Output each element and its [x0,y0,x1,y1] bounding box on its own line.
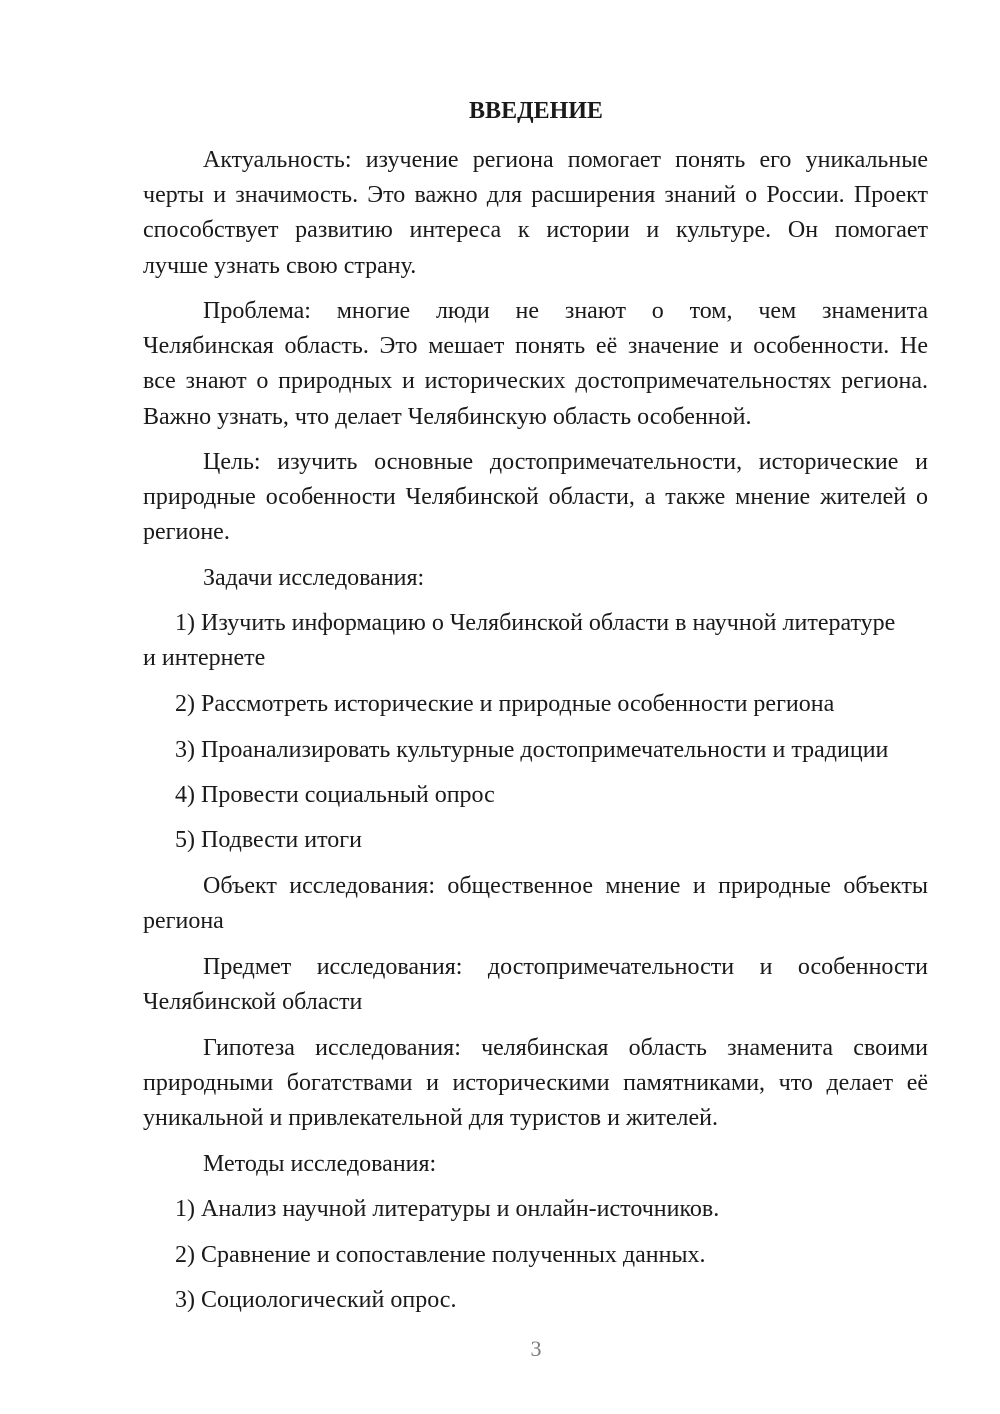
goal-line: Цель: изучить основные достопримечательности, исторические и [203,449,928,475]
task-item: 2) Рассмотреть исторические и природные особенности региона [175,691,835,717]
object-line: Объект исследования: общественное мнение и природные объекты [203,873,928,899]
tasks-heading: Задачи исследования: [203,565,425,591]
methods-heading: Методы исследования: [203,1151,437,1177]
task-item: и интернете [143,645,266,671]
page-number: 3 [530,1336,542,1361]
task-item: 5) Подвести итоги [175,827,362,853]
method-item: 1) Анализ научной литературы и онлайн-источников. [175,1196,720,1222]
problem-line: Проблема: многие люди не знают о том, чем знаменита [203,298,928,324]
subject-line: Предмет исследования: достопримечательности и особенности [203,954,928,980]
page-title: ВВЕДЕНИЕ [469,98,603,124]
task-item: 4) Провести социальный опрос [175,782,495,808]
hypothesis-line: Гипотеза исследования: челябинская область знаменита своими [203,1035,928,1061]
relevance-line: способствует развитию интереса к истории и культуре. Он помогает [143,217,928,243]
problem-line: Челябинская область. Это мешает понять её значение и особенности. Не [143,333,928,359]
problem-line: все знают о природных и исторических достопримечательностях региона. [143,368,928,394]
goal-line: регионе. [143,519,230,545]
method-item: 2) Сравнение и сопоставление полученных данных. [175,1242,706,1268]
relevance-line: Актуальность: изучение региона помогает понять его уникальные [203,147,928,173]
subject-line: Челябинской области [143,989,363,1015]
hypothesis-line: природными богатствами и историческими памятниками, что делает её [143,1070,928,1096]
task-item: 3) Проанализировать культурные достопримечательности и традиции [175,737,889,763]
object-line: региона [143,908,224,934]
relevance-line: черты и значимость. Это важно для расширения знаний о России. Проект [143,182,928,208]
relevance-line: лучше узнать свою страну. [143,253,417,279]
goal-line: природные особенности Челябинской области, а также мнение жителей о [143,484,928,510]
hypothesis-line: уникальной и привлекательной для туристов и жителей. [143,1105,718,1131]
task-item: 1) Изучить информацию о Челябинской области в научной литературе [175,610,896,636]
method-item: 3) Социологический опрос. [175,1287,457,1313]
problem-line: Важно узнать, что делает Челябинскую область особенной. [143,404,752,430]
